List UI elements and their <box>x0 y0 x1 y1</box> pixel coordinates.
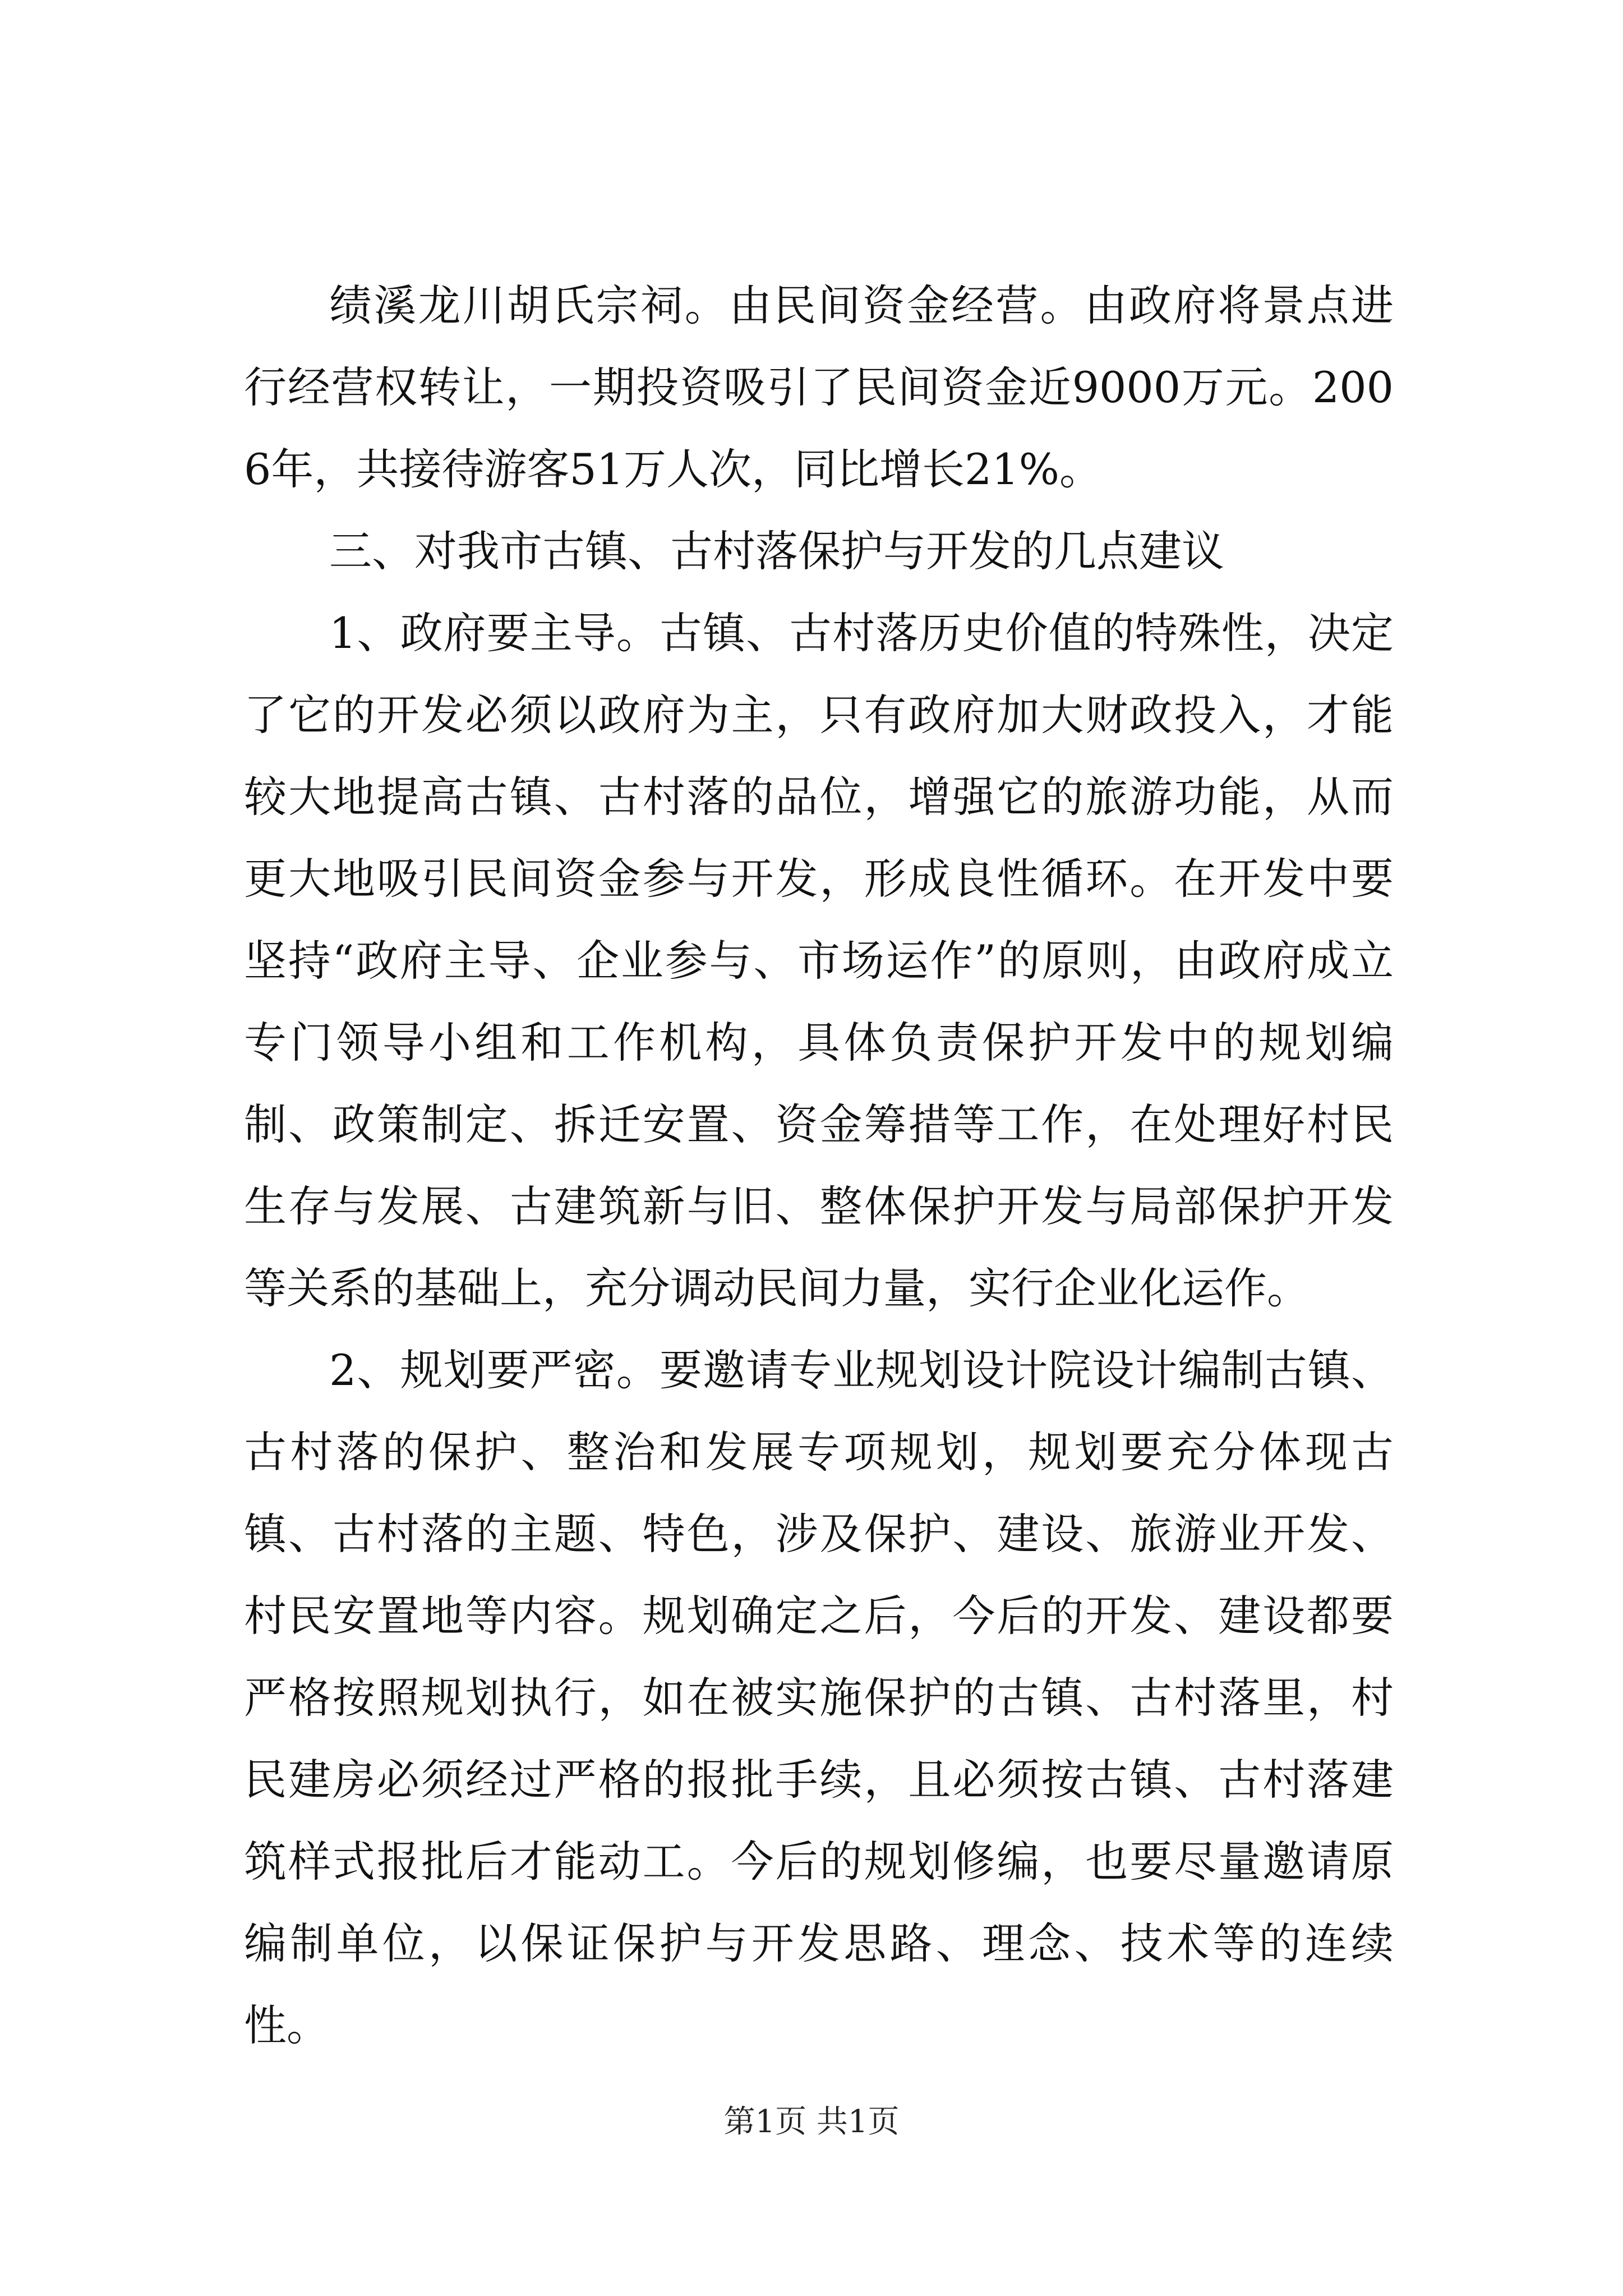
document-body <box>244 265 1394 2067</box>
paragraph-intro: 绩溪龙川胡氏宗祠。由民间资金经营。由政府将景点进行经营权转让，一期投资吸引了民间资金近9000万元。2006年，共接待游客51万人次，同比增长21%。 <box>244 280 1394 494</box>
page-footer: 第1页 共1页 <box>723 2104 900 2140</box>
section-heading: 三、对我市古镇、古村落保护与开发的几点建议 <box>329 526 1224 576</box>
paragraph-planning: 2、规划要严密。要邀请专业规划设计院设计编制古镇、古村落的保护、整治和发展专项规划，规划要充分体现古镇、古村落的主题、特色，涉及保护、建设、旅游业开发、村民安置地等内容。规划确定之后，今后的开发、建设都要严格按照规划执行，如在被实施保护的古镇、古村落里，村民建房必须经过严格的报批手续，且必须按古镇、古村落建筑样式报批后才能动工。今后的规划修编，也要尽量邀请原编制单位，以保证保护与开发思路、理念、技术等的连续性。 <box>244 1345 1394 2050</box>
paragraph-government-lead: 1、政府要主导。古镇、古村落历史价值的特殊性，决定了它的开发必须以政府为主，只有政府加大财政投入，才能较大地提高古镇、古村落的品位，增强它的旅游功能，从而更大地吸引民间资金参与开发，形成良性循环。在开发中要坚持“政府主导、企业参与、市场运作”的原则，由政府成立专门领导小组和工作机构，具体负责保护开发中的规划编制、政策制定、拆迁安置、资金筹措等工作，在处理好村民生存与发展、古建筑新与旧、整体保护开发与局部保护开发等关系的基础上，充分调动民间力量，实行企业化运作。 <box>244 608 1394 1313</box>
